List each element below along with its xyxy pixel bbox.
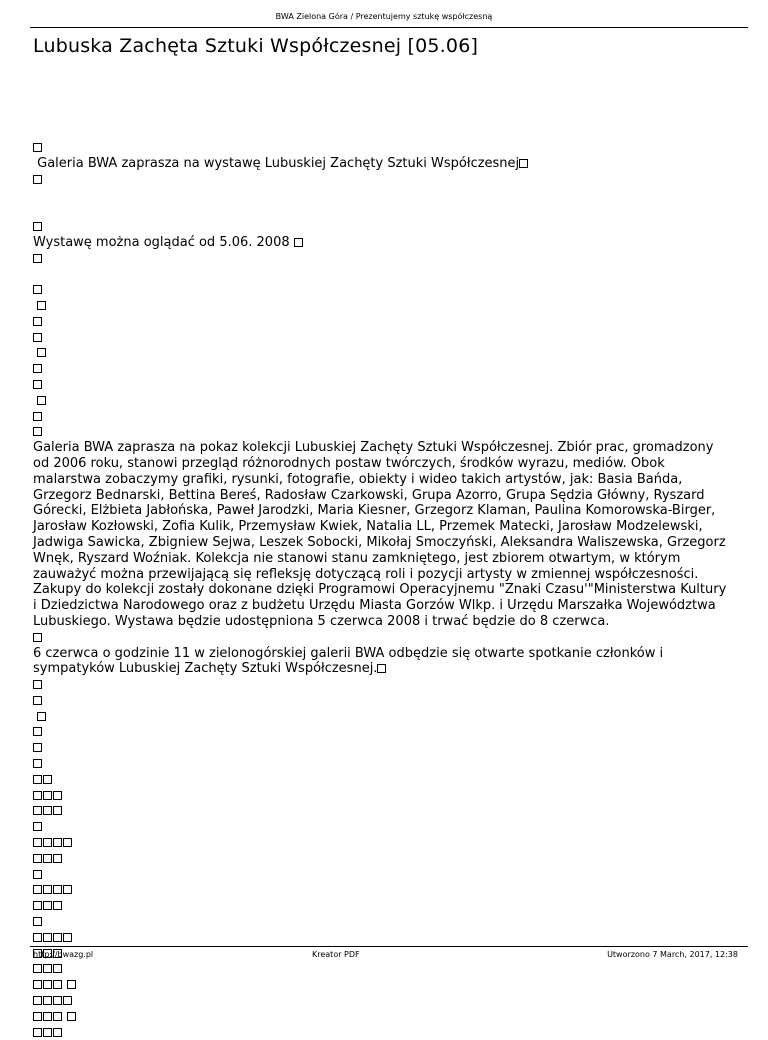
missing-glyph-icon bbox=[43, 996, 52, 1005]
missing-glyph-icon bbox=[33, 364, 42, 373]
placeholder-glyph-line bbox=[33, 882, 733, 898]
missing-glyph-icon bbox=[294, 238, 303, 247]
placeholder-glyph-line bbox=[33, 693, 733, 709]
dates-text: Wystawę można oglądać od 5.06. 2008 bbox=[33, 234, 294, 250]
placeholder-glyph-line bbox=[33, 393, 733, 409]
placeholder-glyph-line bbox=[33, 819, 733, 835]
missing-glyph-icon bbox=[33, 727, 42, 736]
missing-glyph-icon bbox=[43, 980, 52, 989]
placeholder-glyph-line bbox=[33, 219, 733, 235]
missing-glyph-icon bbox=[63, 996, 72, 1005]
placeholder-glyph-line bbox=[33, 724, 733, 740]
missing-glyph-icon bbox=[33, 791, 42, 800]
placeholder-glyph-line bbox=[33, 424, 733, 440]
missing-glyph-icon bbox=[33, 996, 42, 1005]
missing-glyph-icon bbox=[377, 664, 386, 673]
missing-glyph-icon bbox=[53, 901, 62, 910]
missing-glyph-icon bbox=[33, 980, 42, 989]
missing-glyph-icon bbox=[53, 996, 62, 1005]
placeholder-glyph-line bbox=[33, 630, 733, 646]
placeholder-glyph-line bbox=[33, 298, 733, 314]
missing-glyph-icon bbox=[37, 396, 46, 405]
placeholder-glyph-line bbox=[33, 788, 733, 804]
missing-glyph-icon bbox=[53, 933, 62, 942]
missing-glyph-icon bbox=[33, 380, 42, 389]
placeholder-glyph-line bbox=[33, 282, 733, 298]
missing-glyph-icon bbox=[33, 1012, 42, 1021]
placeholder-glyph-line bbox=[33, 898, 733, 914]
placeholder-glyph-line bbox=[33, 803, 733, 819]
missing-glyph-icon bbox=[33, 222, 42, 231]
missing-glyph-icon bbox=[43, 1028, 52, 1037]
missing-glyph-icon bbox=[33, 680, 42, 689]
missing-glyph-icon bbox=[33, 175, 42, 184]
placeholder-glyph-line bbox=[33, 377, 733, 393]
missing-glyph-icon bbox=[67, 1012, 76, 1021]
placeholder-glyph-line bbox=[33, 677, 733, 693]
placeholder-glyph-line bbox=[33, 1025, 733, 1040]
placeholder-glyph-line bbox=[33, 835, 733, 851]
missing-glyph-icon bbox=[33, 917, 42, 926]
meeting-paragraph bbox=[33, 646, 733, 678]
placeholder-glyph-line bbox=[33, 330, 733, 346]
meeting-text: 6 czerwca o godzinie 11 w zielonogórskiej galerii BWA odbędzie się otwarte spotkanie członków i sympatyków Lubuskiej Zachęty Sztuki Współczesnej. bbox=[33, 645, 664, 677]
missing-glyph-icon bbox=[33, 838, 42, 847]
missing-glyph-icon bbox=[33, 317, 42, 326]
missing-glyph-icon bbox=[33, 775, 42, 784]
placeholder-glyph-line bbox=[33, 772, 733, 788]
header-divider bbox=[30, 27, 748, 28]
article-body bbox=[33, 140, 733, 1040]
placeholder-glyph-line bbox=[33, 251, 733, 267]
missing-glyph-icon bbox=[53, 838, 62, 847]
placeholder-glyph-line bbox=[33, 709, 733, 725]
missing-glyph-icon bbox=[33, 1028, 42, 1037]
footer-url: http://bwazg.pl bbox=[33, 950, 94, 959]
missing-glyph-icon bbox=[53, 806, 62, 815]
missing-glyph-icon bbox=[33, 759, 42, 768]
missing-glyph-icon bbox=[37, 301, 46, 310]
placeholder-glyph-line bbox=[33, 740, 733, 756]
missing-glyph-icon bbox=[53, 885, 62, 894]
missing-glyph-icon bbox=[33, 806, 42, 815]
placeholder-glyph-line bbox=[33, 345, 733, 361]
footer-created: Utworzono 7 March, 2017, 12:38 bbox=[607, 950, 738, 959]
missing-glyph-icon bbox=[33, 822, 42, 831]
missing-glyph-icon bbox=[63, 838, 72, 847]
page-header: BWA Zielona Góra / Prezentujemy sztukę współczesną bbox=[275, 12, 493, 21]
missing-glyph-icon bbox=[33, 412, 42, 421]
missing-glyph-icon bbox=[33, 885, 42, 894]
placeholder-glyph-line bbox=[33, 361, 733, 377]
missing-glyph-icon bbox=[53, 964, 62, 973]
placeholder-glyph-line bbox=[33, 409, 733, 425]
missing-glyph-icon bbox=[43, 1012, 52, 1021]
missing-glyph-icon bbox=[33, 696, 42, 705]
missing-glyph-icon bbox=[43, 791, 52, 800]
missing-glyph-icon bbox=[63, 885, 72, 894]
missing-glyph-icon bbox=[53, 1012, 62, 1021]
dates-line bbox=[33, 235, 733, 251]
missing-glyph-icon bbox=[53, 791, 62, 800]
placeholder-glyph-line bbox=[33, 961, 733, 977]
missing-glyph-icon bbox=[33, 933, 42, 942]
missing-glyph-icon bbox=[519, 159, 528, 168]
missing-glyph-icon bbox=[43, 885, 52, 894]
missing-glyph-icon bbox=[33, 254, 42, 263]
missing-glyph-icon bbox=[33, 143, 42, 152]
placeholder-glyph-line bbox=[33, 1009, 733, 1025]
missing-glyph-icon bbox=[43, 964, 52, 973]
footer-divider bbox=[30, 946, 748, 947]
missing-glyph-icon bbox=[63, 933, 72, 942]
intro-line bbox=[33, 156, 733, 172]
article-title: Lubuska Zachęta Sztuki Współczesnej [05.06] bbox=[33, 35, 479, 57]
placeholder-glyph-line bbox=[33, 140, 733, 156]
missing-glyph-icon bbox=[33, 964, 42, 973]
missing-glyph-icon bbox=[53, 1028, 62, 1037]
missing-glyph-icon bbox=[33, 870, 42, 879]
missing-glyph-icon bbox=[33, 743, 42, 752]
placeholder-glyph-line bbox=[33, 930, 733, 946]
missing-glyph-icon bbox=[43, 838, 52, 847]
exhibition-description: Galeria BWA zaprasza na pokaz kolekcji Lubuskiej Zachęty Sztuki Współczesnej. Zbiór prac, gromadzony od 2006 roku, stanowi przegląd różnorodnych postaw twórczych, środków wyrazu, mediów. Obok malarstwa zobaczymy grafiki, rysunki, fotografie, obiekty i wideo takich artystów, jak: Basia Bańda, Grzegorz Bednarski, Bettina Bereś, Radosław Czarkowski, Grupa Azorro, Grupa Sędzia Główny, Ryszard Górecki, Elżbieta Jabłońska, Paweł Jarodzki, Maria Kiesner, Grzegorz Klaman, Paulina Komorowska-Birger, Jarosław Kozłowski, Zofia Kulik, Przemysław Kwiek, Natalia LL, Przemek Matecki, Jarosław Modzelewski, Jadwiga Sawicka, Zbigniew Sejwa, Leszek Sobocki, Mikołaj Smoczyński, Aleksandra Waliszewska, Grzegorz Wnęk, Ryszard Woźniak. Kolekcja nie stanowi stanu zamkniętego, jest zbiorem otwartym, w którym zauważyć można przewijającą się refleksję dotyczącą roli i pozycji artysty w zmiennej współczesności. Zakupy do kolekcji zostały dokonane dzięki Programowi Operacyjnemu "Znaki Czasu'"Ministerstwa Kultury i Dziedzictwa Narodowego oraz z budżetu Urzędu Miasta Gorzów Wlkp. i Urzędu Marszałka Województwa Lubuskiego. Wystawa będzie udostępniona 5 czerwca 2008 i trwać będzie do 8 czerwca. bbox=[33, 440, 727, 629]
placeholder-glyph-line bbox=[33, 993, 733, 1009]
placeholder-glyph-line bbox=[33, 867, 733, 883]
intro-text: Galeria BWA zaprasza na wystawę Lubuskiej Zachęty Sztuki Współczesnej bbox=[33, 155, 520, 171]
missing-glyph-icon bbox=[37, 348, 46, 357]
missing-glyph-icon bbox=[67, 980, 76, 989]
missing-glyph-icon bbox=[33, 633, 42, 642]
placeholder-glyph-line bbox=[33, 914, 733, 930]
missing-glyph-icon bbox=[53, 854, 62, 863]
placeholder-glyph-line bbox=[33, 314, 733, 330]
missing-glyph-icon bbox=[33, 854, 42, 863]
missing-glyph-icon bbox=[43, 854, 52, 863]
missing-glyph-icon bbox=[43, 901, 52, 910]
missing-glyph-icon bbox=[43, 806, 52, 815]
placeholder-glyph-line bbox=[33, 977, 733, 993]
missing-glyph-icon bbox=[33, 427, 42, 436]
placeholder-glyph-line bbox=[33, 851, 733, 867]
missing-glyph-icon bbox=[33, 901, 42, 910]
missing-glyph-icon bbox=[43, 775, 52, 784]
placeholder-glyph-line bbox=[33, 172, 733, 188]
placeholder-glyph-line bbox=[33, 756, 733, 772]
missing-glyph-icon bbox=[43, 933, 52, 942]
missing-glyph-icon bbox=[33, 333, 42, 342]
missing-glyph-icon bbox=[33, 285, 42, 294]
footer-generator: Kreator PDF bbox=[312, 950, 360, 959]
missing-glyph-icon bbox=[37, 712, 46, 721]
missing-glyph-icon bbox=[53, 980, 62, 989]
